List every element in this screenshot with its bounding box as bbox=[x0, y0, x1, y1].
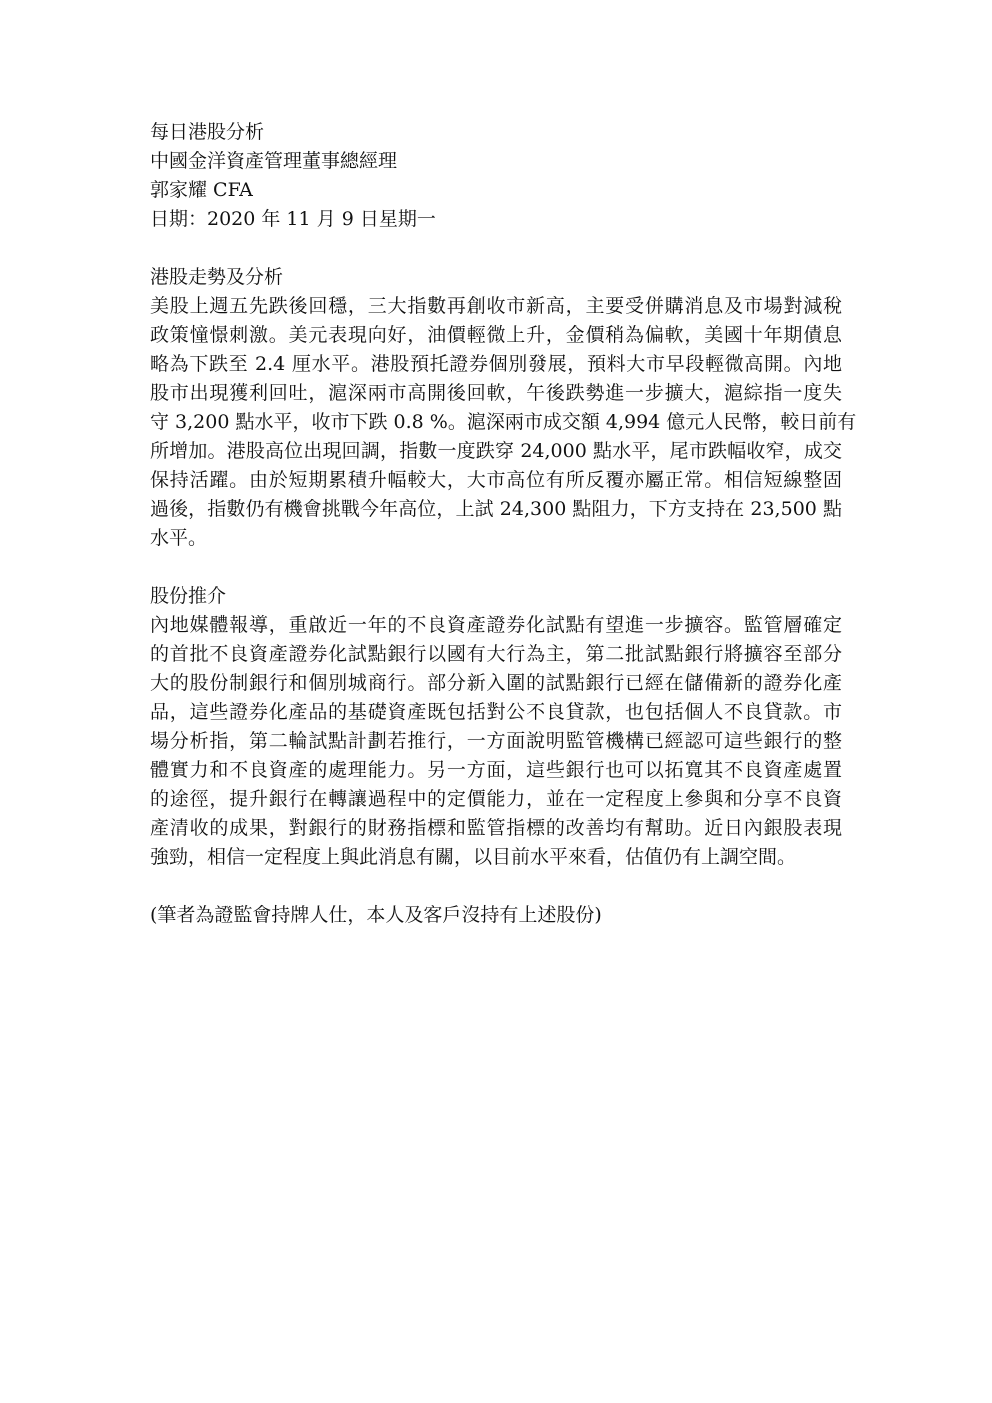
paragraph-line: 略為下跌至 2.4 厘水平。港股預托證券個別發展，預料大市早段輕微高開。內地 bbox=[150, 353, 842, 375]
disclaimer: (筆者為證監會持牌人仕，本人及客戶沒持有上述股份) bbox=[150, 904, 602, 926]
paragraph-line: 守 3,200 點水平，收市下跌 0.8 %。滬深兩市成交額 4,994 億元人民幣，較日前有 bbox=[150, 411, 857, 433]
spacer bbox=[150, 872, 842, 901]
document-title: 每日港股分析 bbox=[150, 121, 265, 143]
section-heading-market: 港股走勢及分析 bbox=[150, 266, 284, 288]
paragraph-line: 過後，指數仍有機會挑戰今年高位，上試 24,300 點阻力，下方支持在 23,500 點 bbox=[150, 498, 842, 520]
spacer bbox=[150, 553, 842, 582]
paragraph-line: 股市出現獲利回吐，滬深兩市高開後回軟，午後跌勢進一步擴大，滬綜指一度失 bbox=[150, 382, 842, 404]
paragraph-line: 保持活躍。由於短期累積升幅較大，大市高位有所反覆亦屬正常。相信短線整固 bbox=[150, 469, 842, 491]
paragraph-line: 水平。 bbox=[150, 527, 208, 549]
paragraph-line: 的途徑，提升銀行在轉讓過程中的定價能力，並在一定程度上參與和分享不良資 bbox=[150, 788, 842, 810]
paragraph-line: 政策憧憬刺激。美元表現向好，油價輕微上升，金價稍為偏軟，美國十年期債息 bbox=[150, 324, 842, 346]
document-date: 日期：2020 年 11 月 9 日星期一 bbox=[150, 208, 436, 230]
paragraph-line: 美股上週五先跌後回穩，三大指數再創收市新高，主要受併購消息及市場對減稅 bbox=[150, 295, 842, 317]
paragraph-line: 大的股份制銀行和個別城商行。部分新入圍的試點銀行已經在儲備新的證券化產 bbox=[150, 672, 842, 694]
paragraph-line: 的首批不良資產證券化試點銀行以國有大行為主，第二批試點銀行將擴容至部分 bbox=[150, 643, 842, 665]
paragraph-line: 場分析指，第二輪試點計劃若推行，一方面說明監管機構已經認可這些銀行的整 bbox=[150, 730, 842, 752]
author-position: 中國金洋資產管理董事總經理 bbox=[150, 150, 398, 172]
author-name: 郭家耀 CFA bbox=[150, 179, 253, 201]
paragraph-line: 所增加。港股高位出現回調，指數一度跌穿 24,000 點水平，尾市跌幅收窄，成交 bbox=[150, 440, 842, 462]
stock-pick-paragraph bbox=[150, 611, 842, 872]
section-heading-stock-pick: 股份推介 bbox=[150, 585, 227, 607]
paragraph-line: 品，這些證券化產品的基礎資產既包括對公不良貸款，也包括個人不良貸款。市 bbox=[150, 701, 842, 723]
paragraph-line: 體實力和不良資產的處理能力。另一方面，這些銀行也可以拓寬其不良資產處置 bbox=[150, 759, 842, 781]
spacer bbox=[150, 234, 842, 263]
paragraph-line: 強勁，相信一定程度上與此消息有關，以目前水平來看，估值仍有上調空間。 bbox=[150, 846, 797, 868]
paragraph-line: 產清收的成果，對銀行的財務指標和監管指標的改善均有幫助。近日內銀股表現 bbox=[150, 817, 842, 839]
paragraph-line: 內地媒體報導，重啟近一年的不良資產證券化試點有望進一步擴容。監管層確定 bbox=[150, 614, 842, 636]
market-analysis-paragraph bbox=[150, 292, 857, 553]
document-page bbox=[150, 118, 857, 930]
